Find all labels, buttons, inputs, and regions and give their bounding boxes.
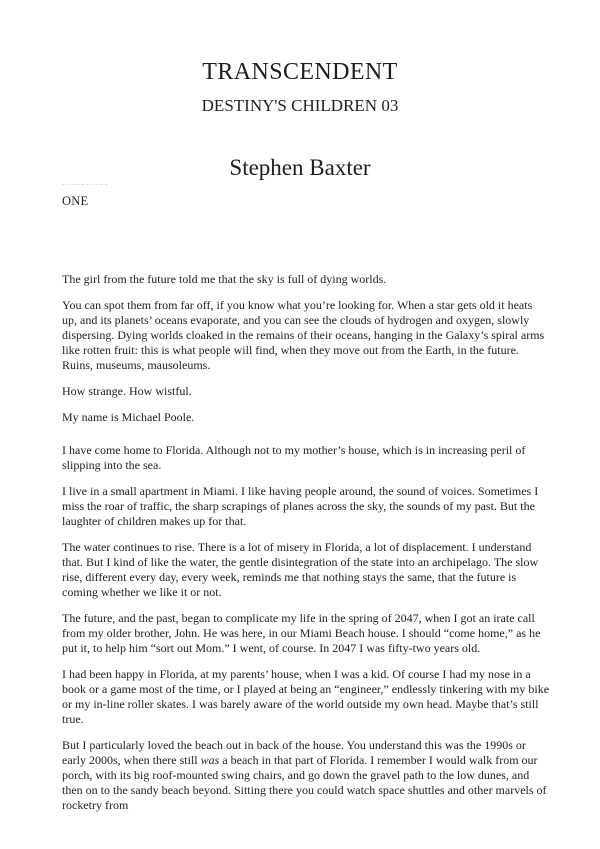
paragraph: The water continues to rise. There is a lot of misery in Florida, a lot of displacement. I understand that. But I kind of like the water, the gentle disintegration of the state into an archipelago. The slow rise, different every day, every week, reminds me that nothing stays the same, that the future is coming whether we like it or not.: [62, 540, 539, 599]
paragraph-text: a beach in that part of Florida. I remember I would walk from our porch, with its big roof-mounted swing chairs, and go down the gravel path to the low dunes, and then on to the sandy beach beyond. Sitting there you could watch space shuttles and other marvels of rocketry from: [62, 753, 547, 812]
paragraph: [62, 738, 550, 813]
author-name: Stephen Baxter: [229, 155, 371, 180]
italicized-word: was: [200, 753, 220, 767]
chapter-text: [62, 272, 550, 813]
paragraph: I had been happy in Florida, at my parents’ house, when I was a kid. Of course I had my nose in a book or a game most of the time, or I played at being an “engineer,” endlessly tinkering with my bike or my in-line roller skates. I was barely aware of the world outside my own head. Maybe that’s still true.: [62, 667, 550, 726]
paragraph: I have come home to Florida. Although not to my mother’s house, which is in increasing peril of slipping into the sea.: [62, 443, 526, 472]
paragraph: My name is Michael Poole.: [62, 410, 195, 424]
paragraph: How strange. How wistful.: [62, 384, 192, 398]
book-title: TRANSCENDENT: [202, 59, 398, 85]
series-subtitle: DESTINY'S CHILDREN 03: [201, 96, 399, 115]
paragraph: The future, and the past, began to complicate my life in the spring of 2047, when I got an irate call from my older brother, John. He was here, in our Miami Beach house. I should “come home,” as he put it, to help him “sort out Mom.” I went, of course. In 2047 I was fifty-two years old.: [62, 611, 541, 655]
paragraph: You can spot them from far off, if you know what you’re looking for. When a star gets old it heats up, and its planets’ oceans evaporate, and you can see the clouds of hydrogen and oxygen, slowly dispersing. Dying worlds cloaked in the remains of their oceans, hanging in the Galaxy’s spiral arms like rotten fruit: this is what people will find, when they move out from the Earth, in the future. Ruins, museums, mausoleums.: [62, 298, 545, 372]
chapter-heading: ONE: [62, 194, 89, 208]
faded-print-artifact: [62, 184, 108, 190]
paragraph-text: But I particularly loved the beach out in back of the house. You understand this was the 1990s or early 2000s, when there still: [62, 738, 526, 767]
paragraph: The girl from the future told me that the sky is full of dying worlds.: [62, 272, 387, 286]
paragraph: I live in a small apartment in Miami. I like having people around, the sound of voices. Sometimes I miss the roar of traffic, the sharp scrapings of planes across the sky, the sounds of my past. But the laughter of children makes up for that.: [62, 484, 539, 528]
